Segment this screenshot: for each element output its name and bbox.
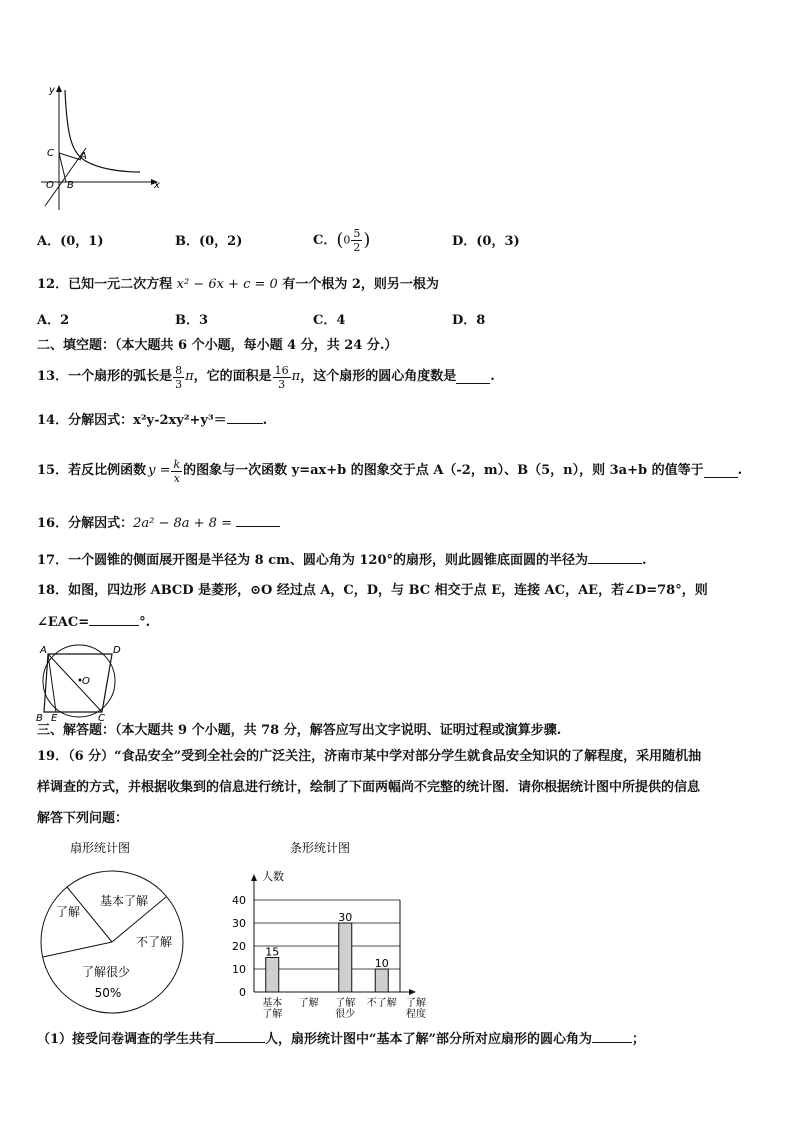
point-b-label: B <box>67 180 74 191</box>
q18-circle-figure <box>34 640 130 722</box>
point-o-label: O <box>82 676 90 687</box>
q18-answer-blank <box>89 613 139 626</box>
pie-title: 扇形统计图 <box>69 841 131 855</box>
section-2-heading: 二、填空题：（本大题共 6 个小题，每小题 4 分，共 24 分.） <box>37 338 398 353</box>
x-label: x <box>154 180 160 191</box>
q18-line-1: 18．如图，四边形 ABCD 是菱形，⊙O 经过点 A，C，D，与 BC 相交于点 E，连接 AC，AE，若∠D=78°，则 <box>37 583 708 598</box>
q15-stem: 15．若反比例函数 y = $\frac{k}{x}$ 的图象与一次函数 y=ax+b 的图象交于点 A（-2，m）、B（5，n），则 3a+b 的值等于 . <box>37 457 743 485</box>
pie-divider-3 <box>43 942 112 957</box>
bar-x-axis-title: 了解 <box>406 998 426 1009</box>
point-a-label: A <box>40 645 47 656</box>
point-d-label: D <box>113 645 121 656</box>
q17-answer-blank <box>588 551 642 564</box>
q19-line-3: 解答下列问题： <box>37 811 129 826</box>
point-a-label: A <box>80 151 87 162</box>
q13-answer-blank <box>456 371 490 384</box>
segment-ae <box>48 654 56 712</box>
pie-label-basic: 基本了解 <box>99 894 149 908</box>
bar-value-label: 30 <box>338 911 353 924</box>
q19-sub-1: （1）接受问卷调查的学生共有 人，扇形统计图中“基本了解”部分所对应扇形的圆心角为 ； <box>37 1032 646 1047</box>
pie-label-little: 了解很少 <box>81 965 131 979</box>
bar-x-axis-title: 程度 <box>406 1009 426 1020</box>
bar-chart-title: 条形统计图 <box>289 841 351 855</box>
bar-category-label: 了解 <box>262 1009 283 1020</box>
bar-value-label: 15 <box>265 945 280 959</box>
q12-option-d: D．8 <box>452 313 486 328</box>
point-b-label: B <box>36 713 43 722</box>
y-label: y <box>49 85 55 96</box>
q12-option-c: C．4 <box>313 313 346 328</box>
q12-option-a: A．2 <box>37 313 70 328</box>
point-c-label: C <box>47 148 54 159</box>
bar <box>339 923 352 992</box>
bar-x-axis-arrow <box>409 989 416 995</box>
q18-line-2: ∠EAC= °. <box>37 615 151 630</box>
bar-y-axis-arrow <box>251 874 257 881</box>
bar <box>266 958 279 993</box>
segment-cb <box>59 153 66 182</box>
bar-y-tick-label: 0 <box>239 986 246 999</box>
pie-label-little-pct: 50% <box>94 986 122 1000</box>
q19-sub1-blank-2 <box>592 1030 632 1043</box>
hyperbola-curve <box>65 90 140 172</box>
bar-y-tick-label: 10 <box>232 963 246 976</box>
bar-y-tick-label: 40 <box>232 894 246 907</box>
q11-option-d: D．(0，3) <box>452 234 520 249</box>
q12-option-b: B．3 <box>175 313 209 328</box>
pie-label-unknown: 不了解 <box>135 935 173 949</box>
point-e-label: E <box>51 713 58 722</box>
bar-category-label: 了解 <box>335 998 356 1009</box>
bar-category-label: 了解 <box>298 998 319 1009</box>
bar-value-label: 10 <box>374 957 389 970</box>
bar-y-tick-label: 30 <box>232 917 246 930</box>
q15-answer-blank <box>704 465 738 478</box>
bar-chart-y-label: 人数 <box>262 870 284 883</box>
q16-answer-blank <box>236 514 280 527</box>
q13-stem: 13．一个扇形的弧长是 $\frac{8}{3}$ π ，它的面积是 $\frac{16}{3}$ π ，这个扇形的圆心角度数是 . <box>37 363 495 391</box>
q19-line-2: 样调查的方式，并根据收集到的信息进行统计，绘制了下面两幅尚不完整的统计图．请你根据统计图中所提供的信息 <box>37 780 701 795</box>
point-c-label: C <box>98 713 105 722</box>
bar-category-label: 不了解 <box>366 998 397 1009</box>
bar-chart-plot-area <box>232 874 426 1020</box>
q14-stem: 14．分解因式：x²y-2xy²+y³＝ . <box>37 413 268 428</box>
section-3-heading: 三、解答题：（本大题共 9 个小题，共 78 分，解答应写出文字说明、证明过程或演算步骤. <box>37 723 562 738</box>
pie-chart <box>36 836 190 1018</box>
q11-option-b: B．(0，2) <box>175 234 243 249</box>
q16-stem: 16．分解因式：2a² − 8a + 8 = <box>37 514 280 533</box>
q11-option-a: A．(0，1) <box>37 234 104 249</box>
q14-answer-blank <box>227 411 263 424</box>
pie-label-know: 了解 <box>55 905 81 919</box>
bar-category-label: 基本 <box>262 998 283 1009</box>
bar-category-label: 很少 <box>335 1009 356 1020</box>
q11-graph-figure <box>36 82 166 214</box>
q12-stem: 12．已知一元二次方程 x² − 6x + c = 0 有一个根为 2，则另一根为 <box>37 277 439 292</box>
q17-stem: 17．一个圆锥的侧面展开图是半径为 8 cm、圆心角为 120°的扇形，则此圆锥底面圆的半径为 . <box>37 553 647 568</box>
q11-option-c: C．(0 $\frac{5}{2}$ ) <box>313 227 371 254</box>
segment-ac <box>48 654 102 712</box>
bar-chart <box>222 836 434 1022</box>
bar <box>375 969 388 992</box>
q19-line-1: 19．（6 分）“食品安全”受到全社会的广泛关注，济南市某中学对部分学生就食品安全知识的了解程度，采用随机抽 <box>37 749 702 764</box>
q19-sub1-blank-1 <box>215 1030 265 1043</box>
y-axis-arrow <box>56 85 62 92</box>
origin-label: O <box>46 180 54 191</box>
rhombus-abcd <box>44 654 112 712</box>
bar-y-tick-label: 20 <box>232 940 246 953</box>
